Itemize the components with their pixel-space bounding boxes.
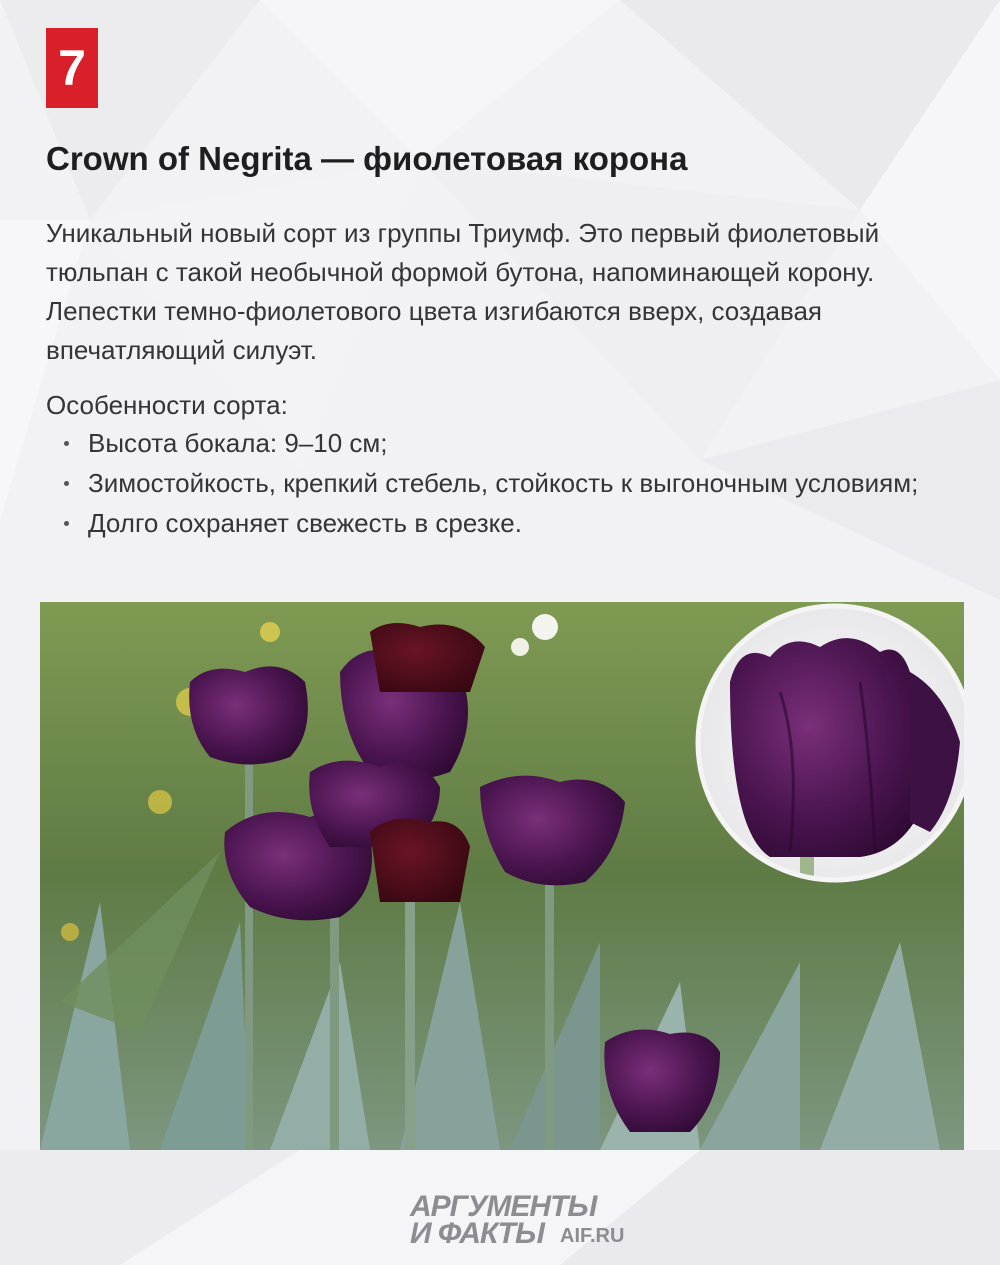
features-list [62,425,962,545]
list-item: Долго сохраняет свежесть в срезке. [62,505,962,542]
slide-number: 7 [58,40,86,96]
page-title: Crown of Negrita — фиолетовая корона [46,140,688,177]
features-label: Особенности сорта: [46,390,288,420]
logo-domain: AIF.RU [560,1225,625,1247]
tulip-illustration [40,602,964,1150]
description-text: Уникальный новый сорт из группы Триумф. Это первый фиолетовый тюльпан с такой необычной формой бутона, напоминающей корону. Лепестки темно-фиолетового цвета изгибаются вверх, создавая впечатляющий силуэт. [46,218,880,365]
logo-line-2: И ФАКТЫ [410,1217,544,1250]
slide-number-badge [46,28,98,108]
logo-line-1: АРГУМЕНТЫ [410,1190,597,1223]
list-item: Высота бокала: 9–10 см; [62,425,962,462]
aif-logo [410,1190,670,1250]
tulip-photo [40,602,964,1150]
list-item: Зимостойкость, крепкий стебель, стойкость к выгоночным условиям; [62,465,962,502]
